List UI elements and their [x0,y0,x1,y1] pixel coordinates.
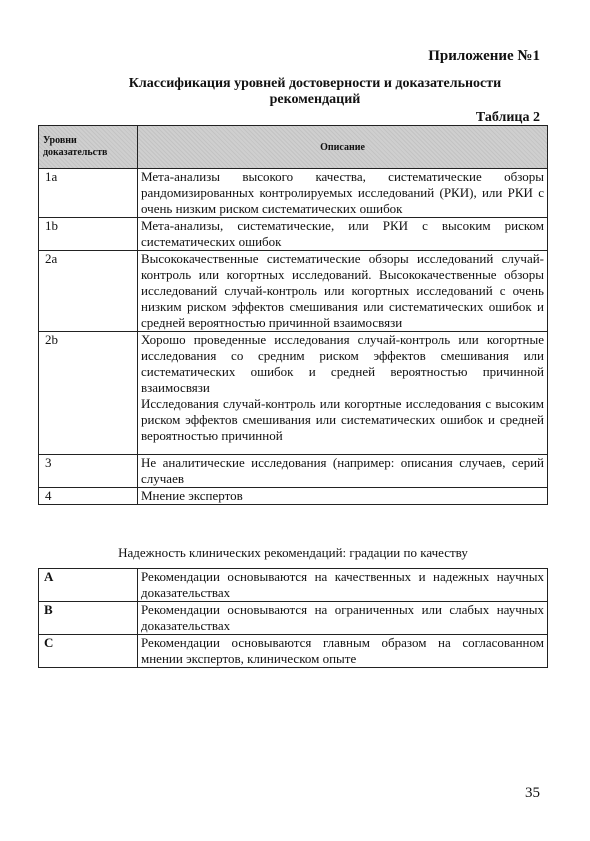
table-row [39,251,548,332]
table-header-row [39,126,548,169]
header-levels-line-2: доказательств [43,147,108,158]
table-row [39,218,548,251]
table-label: Таблица 2 [475,110,540,125]
level-cell: 3 [39,455,138,488]
header-levels-line-1: Уровни [43,135,77,146]
level-cell: 1b [39,218,138,251]
grade-cell: B [39,602,138,635]
evidence-levels-table [38,125,548,505]
grade-description-cell: Рекомендации основываются на качественных и надежных научных доказательствах [138,569,548,602]
description-cell: Не аналитические исследования (например: описания случаев, серий случаев [138,455,548,488]
page-title [90,76,540,108]
recommendation-grades-table [38,568,548,668]
appendix-label: Приложение №1 [428,48,540,64]
table-row [39,635,548,668]
title-line-2: рекомендаций [269,92,361,107]
table-row [39,332,548,455]
table-row [39,488,548,505]
description-cell: Мета-анализы высокого качества, систематические обзоры рандомизированных контролируемых исследований (РКИ), или РКИ с очень низким риском систематических ошибок [138,169,548,218]
level-cell: 4 [39,488,138,505]
level-cell: 2b [39,332,138,455]
description-cell: Высококачественные систематические обзоры исследований случай-контроль или когортных исследований. Высококачественные обзоры исследований случай-контроль или когортных исследований с очень низким риском эффектов смешивания или систематических ошибок и средней вероятностью причинной взаимосвязи [138,251,548,332]
level-cell: 1a [39,169,138,218]
grades-title: Надежность клинических рекомендаций: градации по качеству [118,545,468,560]
grade-cell: A [39,569,138,602]
grade-description-cell: Рекомендации основываются главным образом на согласованном мнении экспертов, клиническом опыте [138,635,548,668]
table-row [39,455,548,488]
header-description: Описание [138,126,548,169]
header-levels [39,126,138,169]
description-cell [138,332,548,455]
grade-description-cell: Рекомендации основываются на ограниченных или слабых научных доказательствах [138,602,548,635]
description-paragraph-2: Исследования случай-контроль или когортные исследования с высоким риском эффектов смешивания или систематических ошибок и средней вероятностью причинной [141,396,544,443]
grade-cell: C [39,635,138,668]
table-row [39,602,548,635]
level-cell: 2a [39,251,138,332]
description-cell: Мнение экспертов [138,488,548,505]
description-cell: Мета-анализы, систематические, или РКИ с высоким риском систематических ошибок [138,218,548,251]
title-line-1: Классификация уровней достоверности и доказательности [128,76,502,91]
description-paragraph-1: Хорошо проведенные исследования случай-контроль или когортные исследования со средним риском эффектов смешивания или систематических ошибок и средней вероятностью причинной взаимосвязи [141,332,544,395]
table-row [39,569,548,602]
page-number: 35 [525,785,540,801]
table-row [39,169,548,218]
